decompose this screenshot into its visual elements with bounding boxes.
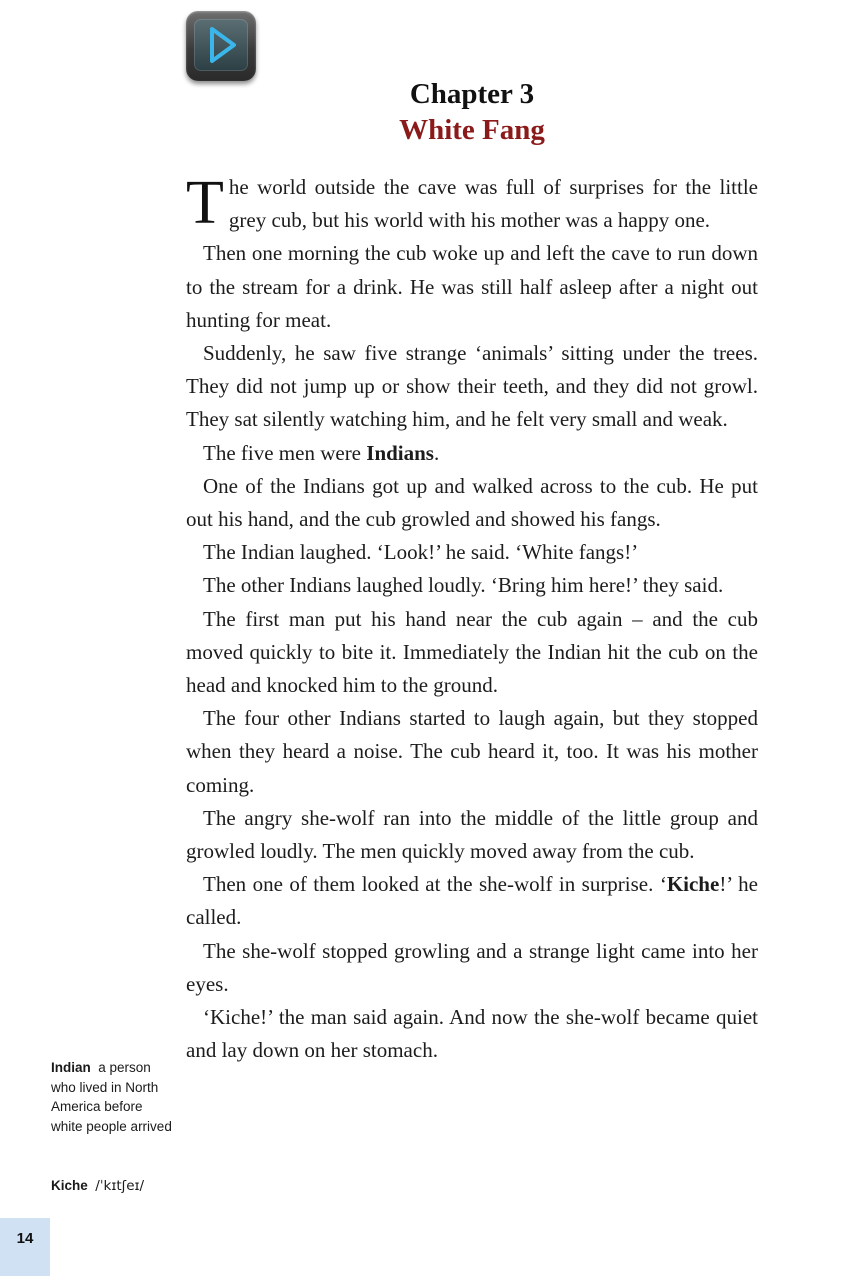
chapter-number: Chapter 3 [409,78,535,110]
paragraph: The five men were Indians. [203,440,440,465]
glossary-term-highlight: Indians [366,440,434,465]
pronunciation: /ˈkɪtʃeɪ/ [95,1178,145,1194]
paragraph: The other Indians laughed loudly. ‘Bring him here!’ they said. [203,573,724,598]
page-number: 14 [16,1230,34,1247]
glossary-term: Kiche [51,1178,88,1193]
paragraph: Then one of them looked at the she-wolf in surprise. ‘Kiche!’ he called. [186,872,758,930]
paragraph: ‘Kiche!’ the man said again. And now the she-wolf became quiet and lay down on her stomach. [186,1005,758,1063]
paragraph: The she-wolf stopped growling and a strange light came into her eyes. [186,938,758,996]
glossary-entry-indian [51,1058,176,1136]
story-text [186,171,758,1067]
drop-cap: T [186,169,224,237]
paragraph: Then one morning the cub woke up and left the cave to run down to the stream for a drink. He was still half asleep after a night out hunting for meat. [186,241,758,332]
glossary-term-highlight: Kiche [666,872,720,897]
page-number-tab [0,1218,50,1276]
paragraph: The four other Indians started to laugh again, but they stopped when they heard a noise. The cub heard it, too. It was his mother coming. [186,706,758,797]
paragraph: The angry she-wolf ran into the middle of the little group and growled loudly. The men quickly moved away from the cub. [186,805,758,864]
play-icon [200,23,242,67]
glossary-definition: a person who lived in North America before white people arrived [51,1060,172,1134]
glossary-entry-kiche [51,1176,176,1197]
audio-play-button[interactable] [186,11,256,81]
paragraph: One of the Indians got up and walked across to the cub. He put out his hand, and the cub growled and showed his fangs. [186,473,758,532]
paragraph: The Indian laughed. ‘Look!’ he said. ‘White fangs!’ [203,540,639,565]
paragraph: The first man put his hand near the cub again – and the cub moved quickly to bite it. Immediately the Indian hit the cub on the head and knocked him to the ground. [186,606,758,698]
glossary-term: Indian [51,1060,91,1075]
chapter-title: White Fang [399,114,545,146]
paragraph: Suddenly, he saw five strange ‘animals’ sitting under the trees. They did not jump up or show their teeth, and they did not growl. They sat silently watching him, and he felt very small and weak. [186,341,758,432]
paragraph: The world outside the cave was full of surprises for the little grey cub, but his world with his mother was a happy one. [186,169,758,237]
